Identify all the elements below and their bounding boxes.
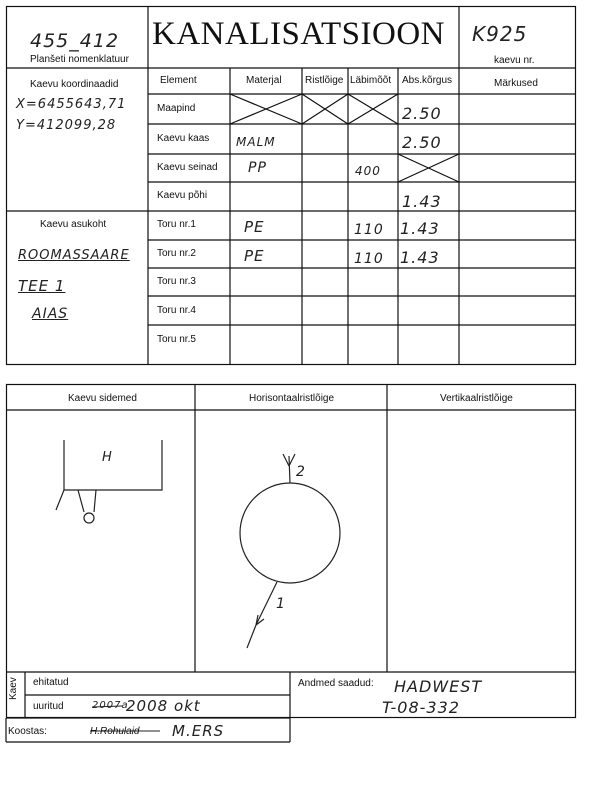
data-source: HADWEST: [394, 677, 483, 696]
cell-diameter: 400: [355, 164, 381, 178]
cell-diameter: 110: [354, 251, 384, 267]
col-material: Materjal: [246, 75, 282, 86]
compiled-by: M.ERS: [172, 722, 225, 740]
col-element: Element: [160, 75, 197, 86]
section-connections: Kaevu sidemed: [68, 393, 137, 404]
col-diameter: Läbimõõt: [350, 75, 392, 86]
col-cross-section: Ristlõige: [305, 75, 344, 86]
data-received-label: Andmed saadud:: [298, 678, 374, 689]
house-label: H: [102, 450, 113, 465]
pipe-1-label: 1: [276, 596, 286, 612]
surveyed-label: uuritud: [33, 701, 64, 712]
cell-material: PP: [248, 160, 267, 176]
row-element: Kaevu põhi: [157, 190, 208, 201]
cell-material: MALM: [236, 135, 276, 149]
cell-diameter: 110: [354, 222, 384, 238]
row-element: Toru nr.1: [157, 219, 196, 230]
row-element: Kaevu seinad: [157, 162, 218, 173]
coordinate-x: X=6455643,71: [16, 97, 127, 112]
cell-height: 1.43: [400, 248, 440, 267]
location-line-1: ROOMASSAARE: [18, 248, 130, 263]
coordinate-y: Y=412099,28: [16, 118, 117, 133]
well-section-sketch: [240, 454, 340, 648]
coordinates-label: Kaevu koordinaadid: [30, 79, 119, 90]
row-element: Maapind: [157, 103, 196, 114]
data-reference: T-08-332: [382, 698, 460, 717]
cell-height: 2.50: [402, 133, 442, 152]
cell-height: 1.43: [402, 192, 442, 211]
built-label: ehitatud: [33, 677, 69, 688]
cell-height: 1.43: [400, 219, 440, 238]
well-number: K925: [472, 22, 528, 46]
location-line-3: AIAS: [32, 306, 69, 322]
location-label: Kaevu asukoht: [40, 219, 107, 230]
cell-height: 2.50: [402, 104, 442, 123]
sheet-number: 455_412: [30, 30, 120, 52]
sheet-label: Planšeti nomenklatuur: [30, 54, 129, 65]
surveyed-struck: 2007a.: [92, 700, 133, 711]
form-title: KANALISATSIOON: [152, 16, 445, 52]
section-horizontal: Horisontaalristlõige: [249, 393, 335, 404]
row-element: Toru nr.3: [157, 276, 196, 287]
pipe-2-label: 2: [296, 464, 306, 480]
section-vertical: Vertikaalristlõige: [440, 393, 513, 404]
row-element: Kaevu kaas: [157, 133, 210, 144]
location-line-2: TEE 1: [18, 277, 66, 295]
kaev-label: Kaev: [8, 677, 19, 700]
row-element: Toru nr.5: [157, 334, 196, 345]
cell-material: PE: [244, 247, 265, 265]
cell-material: PE: [244, 218, 265, 236]
col-abs-height: Abs.kõrgus: [402, 75, 453, 86]
col-notes: Märkused: [494, 78, 538, 89]
row-element: Toru nr.2: [157, 248, 196, 259]
compiled-struck: H.Rohulaid: [90, 726, 140, 737]
surveyed-date: 2008 okt: [126, 697, 201, 715]
row-element: Toru nr.4: [157, 305, 196, 316]
compiled-label: Koostas:: [8, 726, 47, 737]
well-number-label: kaevu nr.: [494, 55, 535, 66]
